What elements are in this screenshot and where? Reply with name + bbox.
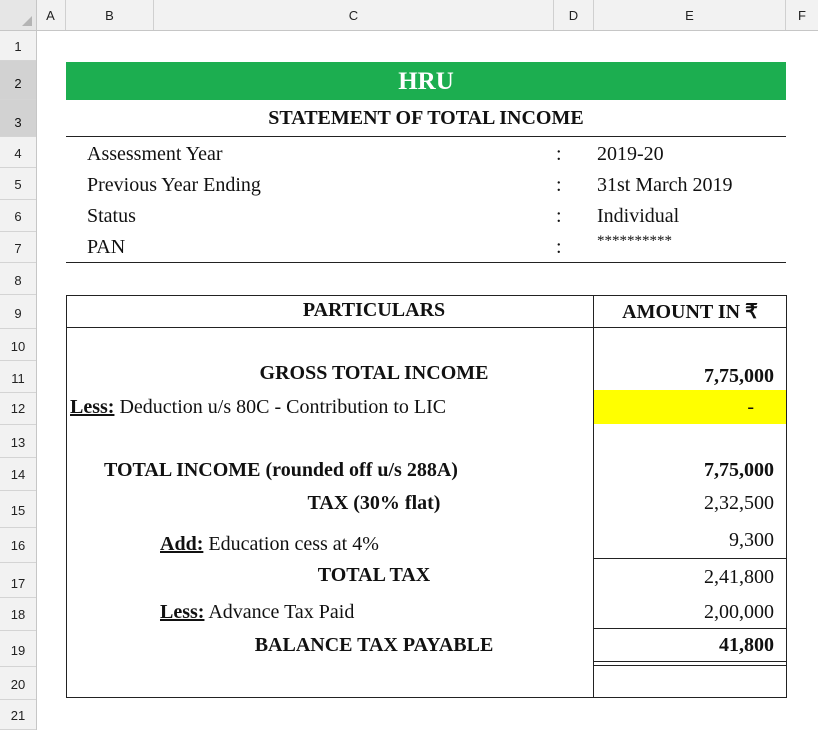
row-header-2[interactable]: 2 bbox=[0, 61, 36, 100]
row-header-16[interactable]: 16 bbox=[0, 528, 36, 563]
column-header-b[interactable]: B bbox=[66, 0, 154, 30]
balance-amount[interactable]: 41,800 bbox=[719, 634, 774, 656]
gross-total-income-amount[interactable]: 7,75,000 bbox=[704, 365, 774, 387]
deduction-amount[interactable]: - bbox=[747, 396, 754, 418]
row-header-13[interactable]: 13 bbox=[0, 425, 36, 458]
cess-underline bbox=[594, 558, 786, 559]
row-header-11[interactable]: 11 bbox=[0, 361, 36, 393]
column-header-f[interactable]: F bbox=[798, 8, 806, 23]
balance-double-underline-bottom bbox=[594, 665, 786, 666]
row-header-14[interactable]: 14 bbox=[0, 458, 36, 491]
cess-prefix: Add: bbox=[160, 533, 204, 555]
total-income-label[interactable]: TOTAL INCOME (rounded off u/s 288A) bbox=[104, 459, 458, 481]
info-underline bbox=[66, 262, 786, 263]
column-header-e[interactable]: E bbox=[594, 0, 786, 30]
total-tax-amount[interactable]: 2,41,800 bbox=[704, 566, 774, 588]
info-label-pan[interactable]: PAN bbox=[87, 236, 126, 258]
title-underline bbox=[66, 136, 786, 137]
column-header-a[interactable]: A bbox=[36, 0, 66, 30]
row-header-8[interactable]: 8 bbox=[0, 263, 36, 295]
balance-label[interactable]: BALANCE TAX PAYABLE bbox=[254, 634, 494, 656]
header-amount[interactable]: AMOUNT IN ₹ bbox=[622, 301, 758, 323]
row-header-9[interactable]: 9 bbox=[0, 295, 36, 329]
row-header-12[interactable]: 12 bbox=[0, 393, 36, 425]
row-header-17[interactable]: 17 bbox=[0, 563, 36, 598]
row-header-1[interactable]: 1 bbox=[0, 30, 36, 61]
advance-tax-label: Advance Tax Paid bbox=[208, 601, 355, 623]
table-header-divider bbox=[66, 327, 787, 328]
balance-double-underline-top bbox=[594, 661, 786, 662]
tax-amount[interactable]: 2,32,500 bbox=[704, 492, 774, 514]
row-header-6[interactable]: 6 bbox=[0, 200, 36, 232]
row-header-10[interactable]: 10 bbox=[0, 329, 36, 361]
tax-label[interactable]: TAX (30% flat) bbox=[307, 492, 441, 514]
total-tax-label[interactable]: TOTAL TAX bbox=[317, 564, 431, 586]
total-income-amount[interactable]: 7,75,000 bbox=[704, 459, 774, 481]
info-separator: : bbox=[556, 143, 562, 165]
cess-amount[interactable]: 9,300 bbox=[729, 529, 774, 551]
info-value-assessment-year[interactable]: 2019-20 bbox=[597, 143, 664, 165]
info-separator: : bbox=[556, 205, 562, 227]
statement-title[interactable]: STATEMENT OF TOTAL INCOME bbox=[268, 107, 584, 129]
row-header-20[interactable]: 20 bbox=[0, 667, 36, 700]
info-label-previous-year-ending[interactable]: Previous Year Ending bbox=[87, 174, 261, 196]
row-header-5[interactable]: 5 bbox=[0, 168, 36, 200]
column-header-d[interactable]: D bbox=[554, 0, 594, 30]
info-value-previous-year-ending[interactable]: 31st March 2019 bbox=[597, 174, 733, 196]
info-value-status[interactable]: Individual bbox=[597, 205, 680, 227]
deduction-label: Deduction u/s 80C - Contribution to LIC bbox=[119, 396, 447, 418]
advance-tax-prefix: Less: bbox=[160, 601, 205, 623]
advance-tax-underline bbox=[594, 628, 786, 629]
advance-tax-row[interactable] bbox=[160, 597, 354, 627]
select-all-icon bbox=[22, 16, 32, 26]
row-header-19[interactable]: 19 bbox=[0, 631, 36, 667]
gross-total-income-label[interactable]: GROSS TOTAL INCOME bbox=[259, 362, 489, 384]
column-header-c[interactable]: C bbox=[154, 0, 554, 30]
row-header-18[interactable]: 18 bbox=[0, 598, 36, 631]
row-header-4[interactable]: 4 bbox=[0, 137, 36, 168]
deduction-row[interactable] bbox=[70, 392, 446, 422]
info-value-pan[interactable]: ********** bbox=[597, 233, 672, 249]
deduction-prefix: Less: bbox=[70, 396, 115, 418]
info-separator: : bbox=[556, 236, 562, 258]
row-header-15[interactable]: 15 bbox=[0, 491, 36, 528]
info-label-status[interactable]: Status bbox=[87, 205, 136, 227]
cess-row[interactable] bbox=[160, 529, 379, 559]
company-banner[interactable]: HRU bbox=[66, 62, 786, 100]
row-header-21[interactable]: 21 bbox=[0, 700, 36, 730]
header-particulars[interactable]: PARTICULARS bbox=[302, 299, 446, 321]
info-label-assessment-year[interactable]: Assessment Year bbox=[87, 143, 223, 165]
row-header-7[interactable]: 7 bbox=[0, 232, 36, 263]
cess-label: Education cess at 4% bbox=[208, 533, 379, 555]
info-separator: : bbox=[556, 174, 562, 196]
advance-tax-amount[interactable]: 2,00,000 bbox=[704, 601, 774, 623]
row-header-3[interactable]: 3 bbox=[0, 100, 36, 137]
